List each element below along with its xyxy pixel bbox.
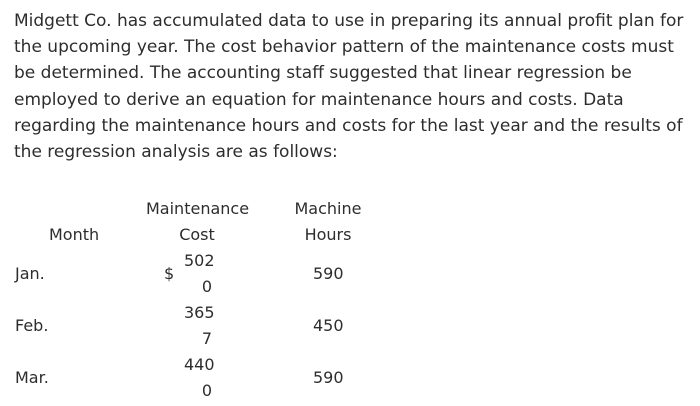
row-cost-jan-line2: 0 [201, 277, 213, 296]
row-cost-feb-line1: 365 [184, 303, 215, 322]
row-cost-jan-line1: 502 [184, 251, 215, 270]
header-hours: Hours [304, 225, 352, 244]
header-month: Month [49, 225, 100, 244]
problem-statement: Midgett Co. has accumulated data to use in preparing its annual profit plan for the upcoming year. The cost behavior pattern of the maintenance costs must be determined. The accounting staff suggested that linear regression be employed to derive an equation for maintenance hours and costs. Data regarding the maintenance hours and costs for the last year and the results of the regression analysis are as follows: [14, 11, 684, 163]
header-maintenance: Maintenance [146, 199, 250, 218]
row-cost-mar-line1: 440 [184, 355, 215, 374]
row-hours-mar: 590 [313, 368, 344, 387]
row-cost-mar-line2: 0 [201, 381, 213, 400]
row-hours-feb: 450 [313, 316, 344, 335]
row-month-mar: Mar. [15, 368, 49, 387]
header-cost: Cost [179, 225, 215, 244]
row-cost-feb-line2: 7 [201, 329, 213, 348]
header-machine: Machine [294, 199, 362, 218]
currency-symbol: $ [164, 264, 175, 283]
row-month-feb: Feb. [15, 316, 49, 335]
row-month-jan: Jan. [15, 264, 45, 283]
row-hours-jan: 590 [313, 264, 344, 283]
